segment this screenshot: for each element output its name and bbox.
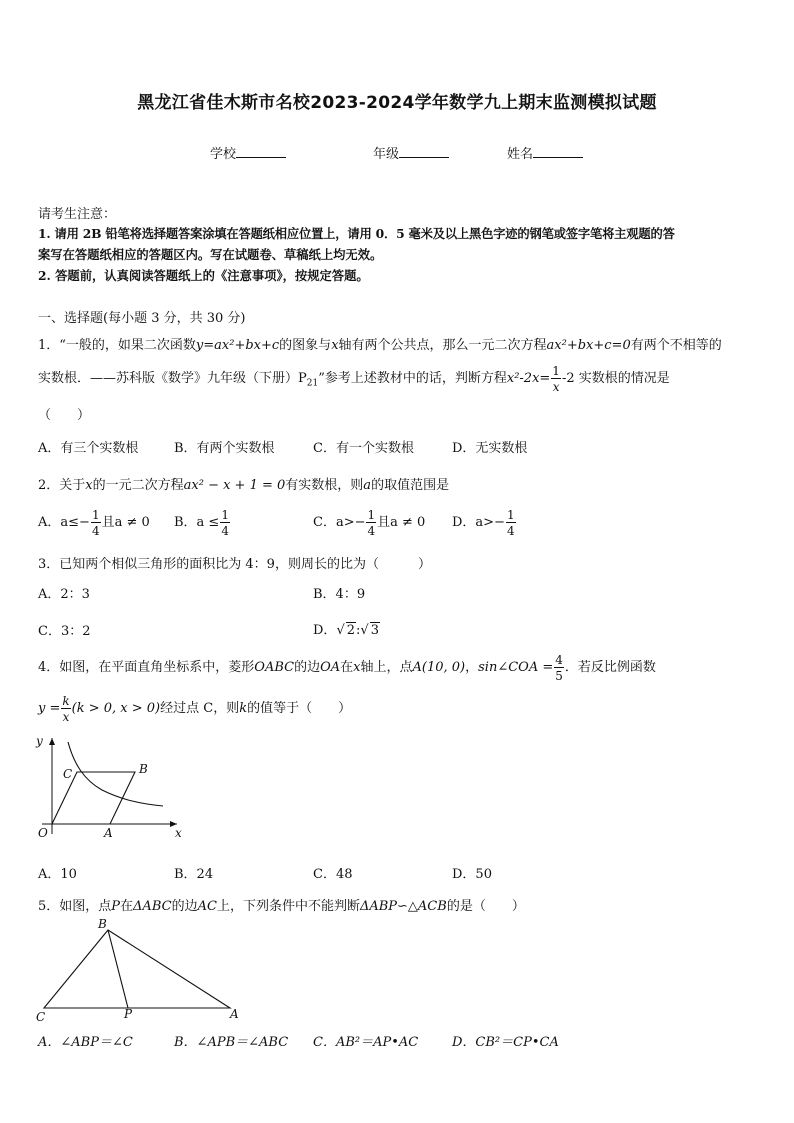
q1-option-a[interactable]: A．有三个实数根: [38, 441, 139, 456]
q5-side-ac: AC: [197, 899, 217, 914]
q5-text: 5．如图，点: [38, 899, 112, 914]
q5-text: 的边: [171, 899, 198, 914]
question-4-line-1: [38, 648, 656, 688]
q4-text: ，: [465, 660, 479, 675]
school-blank[interactable]: [236, 145, 286, 158]
q4-rhombus-name: OABC: [254, 660, 295, 675]
q3-option-c[interactable]: C．3：2: [38, 624, 91, 639]
q3-colon: :: [356, 623, 361, 638]
hyperbola-curve: [68, 742, 163, 806]
q5-option-b[interactable]: B．∠APB＝∠ABC: [174, 1035, 289, 1050]
school-field[interactable]: [210, 143, 286, 162]
q5-text: 的是（ ）: [446, 899, 525, 914]
fraction-denominator: 4: [367, 523, 376, 538]
grade-blank[interactable]: [399, 145, 449, 158]
q1-option-c[interactable]: C．有一个实数根: [313, 441, 414, 456]
fraction-numerator: 4: [555, 652, 563, 667]
q4-point-a: A(10, 0): [412, 660, 466, 675]
q2-option-d[interactable]: [452, 504, 517, 542]
q2-option-a-text: A．a≤−: [38, 515, 90, 530]
sqrt-symbol: √: [360, 623, 369, 638]
point-a-label: A: [230, 1007, 239, 1021]
q1-quadratic-equation: ax²+bx+c=0: [546, 338, 631, 353]
q1-fraction: [551, 365, 561, 393]
question-4-line-2: [38, 690, 351, 728]
q2-text: 有实数根，则: [285, 478, 364, 493]
point-b-label: B: [139, 762, 148, 776]
q3-option-b[interactable]: B．4：9: [313, 587, 366, 602]
q4-function-y: y =: [38, 701, 61, 716]
q4-k-var: k: [239, 701, 248, 716]
school-label: 学校: [210, 147, 237, 162]
q5-option-c[interactable]: C．AB²＝AP•AC: [313, 1035, 419, 1050]
fraction-numerator: 1: [506, 507, 515, 522]
q4-function-fraction: [61, 695, 70, 723]
q2-a-var: a: [363, 478, 372, 493]
fraction-numerator: 1: [221, 507, 229, 522]
q4-text: 4．如图，在平面直角坐标系中，菱形: [38, 660, 255, 675]
section-heading: 一、选择题(每小题 3 分，共 30 分): [38, 311, 246, 326]
triangle-abc: [44, 930, 230, 1008]
q1-option-b[interactable]: B．有两个实数根: [174, 441, 275, 456]
q4-option-b[interactable]: B．24: [174, 867, 214, 882]
q5-text: 上，下列条件中不能判断: [216, 899, 360, 914]
q4-text: 经过点 C，则: [160, 701, 240, 716]
q2-text: 的一元二次方程: [92, 478, 184, 493]
q2-option-c-fraction: [366, 509, 376, 537]
q5-similarity: ΔABP∽△ACB: [359, 899, 447, 914]
question-3-stem: 3．已知两个相似三角形的面积比为 4：9，则周长的比为（ ）: [38, 557, 431, 572]
q1-quadratic-function: y=ax²+bx+c: [195, 338, 280, 353]
q4-x-var: x: [353, 660, 361, 675]
grade-label: 年级: [373, 147, 400, 162]
q2-option-c-text: C．a>−: [313, 515, 366, 530]
notice-line-1a: 1. 请用 2B 铅笔将选择题答案涂填在答题纸相应位置上，请用 0．5 毫米及以上黑色字迹的钢笔或签字笔将主观题的答: [38, 226, 675, 241]
segment-bp: [108, 930, 128, 1008]
q1-text: 轴有两个公共点，那么一元二次方程: [338, 338, 547, 353]
fraction-denominator: 4: [221, 523, 229, 538]
q5-triangle-figure: [32, 914, 247, 1024]
notice-line-1b: 案写在答题纸相应的答题区内。写在试题卷、草稿纸上均无效。: [38, 247, 383, 262]
q3-option-d[interactable]: [313, 619, 380, 638]
q2-option-d-fraction: [506, 509, 516, 537]
name-label: 姓名: [507, 147, 534, 162]
q1-text: 的图象与: [279, 338, 332, 353]
q2-option-a-fraction: [91, 509, 101, 537]
q4-sin-fraction: [554, 654, 564, 682]
name-field[interactable]: [507, 143, 583, 162]
q2-option-c[interactable]: [313, 504, 425, 542]
q2-text: 2．关于: [38, 478, 86, 493]
q1-text: 1．“一般的，如果二次函数: [38, 338, 196, 353]
fraction-denominator: 4: [506, 523, 515, 538]
fraction-denominator: x: [552, 379, 560, 394]
q4-rhombus-figure: [32, 730, 192, 842]
q1-text: ”参考上述教材中的话，判断方程: [318, 371, 507, 386]
point-o-label: O: [38, 826, 48, 840]
q1-text: 有两个不相等的: [630, 338, 722, 353]
q5-option-a[interactable]: A．∠ABP＝∠C: [38, 1035, 133, 1050]
q2-text: 的取值范围是: [371, 478, 450, 493]
point-b-label: B: [98, 917, 107, 931]
y-axis-arrow: [49, 738, 55, 745]
q2-option-a[interactable]: [38, 504, 150, 542]
q1-x-var: x: [331, 338, 339, 353]
q4-sin-expression: sin∠COA =: [478, 660, 554, 675]
fraction-numerator: 1: [552, 363, 560, 378]
notice-heading: 请考生注意：: [38, 207, 117, 222]
fraction-numerator: 1: [367, 507, 376, 522]
x-axis-label: x: [175, 826, 182, 840]
q4-text: ．若反比例函数: [564, 660, 656, 675]
q2-option-a-text: 且a ≠ 0: [101, 515, 150, 530]
q1-option-d[interactable]: D．无实数根: [452, 441, 528, 456]
page-title: 黑龙江省佳木斯市名校2023-2024学年数学九上期末监测模拟试题: [137, 93, 657, 113]
q5-option-d[interactable]: D．CB²＝CP•CA: [452, 1035, 559, 1050]
q2-x-var: x: [85, 478, 93, 493]
q4-text: 的值等于（ ）: [247, 701, 352, 716]
grade-field[interactable]: [373, 143, 449, 162]
q4-text: 的边: [294, 660, 321, 675]
q4-option-a[interactable]: A．10: [38, 867, 77, 882]
point-p-label: P: [124, 1007, 133, 1021]
q1-equation: x²-2x=: [506, 371, 551, 386]
q4-text: 在: [340, 660, 354, 675]
question-5-stem: [38, 895, 525, 914]
q3-option-a[interactable]: A．2：3: [38, 587, 90, 602]
q3-radicand-3: 3: [370, 623, 379, 638]
q2-option-d-text: D．a>−: [452, 515, 505, 530]
q4-text: 轴上，点: [360, 660, 413, 675]
fraction-numerator: 1: [91, 507, 100, 522]
q2-option-b-fraction: [220, 509, 230, 537]
q5-text: 在: [120, 899, 134, 914]
q1-text: -2 实数根的情况是: [561, 371, 670, 386]
q4-side-oa: OA: [320, 660, 341, 675]
point-c-label: C: [63, 767, 73, 781]
q1-text: 实数根．——苏科版《数学》九年级（下册）P: [38, 371, 307, 386]
point-c-label: C: [36, 1010, 46, 1024]
question-1-line-2: [38, 360, 670, 403]
q2-option-b[interactable]: [174, 504, 231, 542]
name-blank[interactable]: [533, 145, 583, 158]
fraction-denominator: 4: [91, 523, 100, 538]
q3-radicand-2: 2: [346, 623, 356, 638]
point-a-label: A: [104, 826, 113, 840]
q5-point-p: P: [111, 899, 121, 914]
q2-option-b-text: B．a ≤: [174, 515, 220, 530]
q2-equation: ax² − x + 1 = 0: [183, 478, 286, 493]
sqrt-symbol: √: [336, 623, 345, 638]
y-axis-label: y: [36, 734, 43, 748]
notice-line-2: 2. 答题前，认真阅读答题纸上的《注意事项》，按规定答题。: [38, 268, 369, 283]
fraction-numerator: k: [62, 693, 70, 708]
q4-option-d[interactable]: D．50: [452, 867, 492, 882]
q1-page-subscript: 21: [306, 378, 319, 389]
question-1-line-1: [38, 334, 722, 353]
fraction-denominator: x: [62, 709, 70, 724]
q4-function-condition: (k > 0, x > 0): [71, 701, 161, 716]
q2-option-c-text: 且a ≠ 0: [377, 515, 426, 530]
q3-option-d-label: D．: [313, 623, 337, 638]
q5-triangle-abc: ΔABC: [133, 899, 172, 914]
q1-answer-paren: （ ）: [38, 408, 91, 423]
q4-option-c[interactable]: C．48: [313, 867, 353, 882]
fraction-denominator: 5: [555, 668, 563, 683]
question-2-stem: [38, 474, 449, 493]
